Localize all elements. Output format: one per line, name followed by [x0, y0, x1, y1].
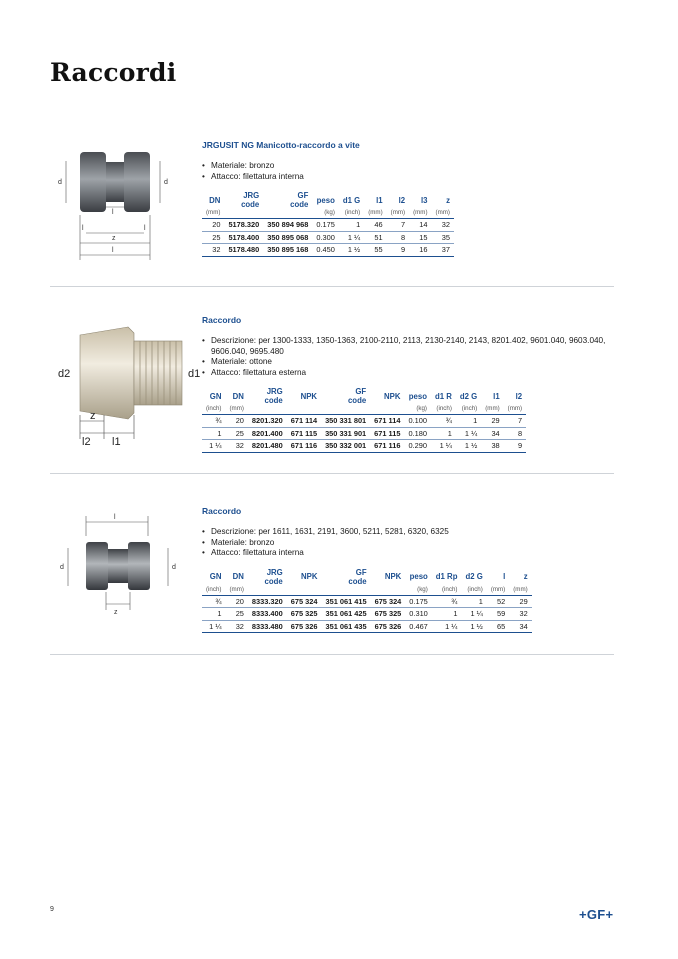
figure-label-z: z	[112, 235, 116, 242]
col-peso: peso	[316, 195, 335, 205]
bullet-connection: • Attacco: filettatura interna	[202, 548, 622, 559]
product-title: Raccordo	[202, 315, 242, 325]
figure-label-l: l	[114, 514, 116, 521]
col-dn: DN	[232, 391, 244, 401]
figure-label-l1: l1	[112, 436, 121, 448]
table-row: 32 5178.480 350 895 168 0.450 1 ½ 55 9 16 37	[202, 244, 454, 257]
bullet-material: • Materiale: ottone	[202, 357, 622, 368]
col-npk: NPK	[300, 391, 318, 401]
product-title: JRGUSIT NG Manicotto-raccordo a vite	[202, 140, 360, 150]
fitting-drawing-2	[50, 315, 200, 450]
product-title: Raccordo	[202, 506, 242, 516]
unit: (mm)	[364, 209, 386, 219]
col-l1: l1	[376, 195, 383, 205]
table-row: 20 5178.320 350 894 968 0.175 1 46 7 14 32	[202, 219, 454, 232]
col-d2g: d2 G	[459, 391, 478, 401]
col-gf-code: GF code	[290, 191, 309, 209]
figure-label-d2: d2	[58, 368, 71, 380]
product-section-3	[50, 496, 614, 656]
table-row: 25 5178.400 350 895 068 0.300 1 ¼ 51 8 15 35	[202, 231, 454, 244]
figure-label-d1: d1	[188, 368, 200, 380]
unit: (kg)	[312, 209, 339, 219]
bullet-connection: • Attacco: filettatura interna	[202, 172, 622, 183]
section-divider	[50, 473, 614, 474]
figure-label-d1: d	[58, 179, 62, 186]
col-d1r: d1 R	[434, 391, 452, 401]
figure-label-l3: l	[112, 209, 114, 216]
figure-label-z: z	[114, 609, 118, 616]
col-l: l	[503, 572, 506, 581]
table-row: 1 25 8333.400 675 325 351 061 425 675 325 0.310 1 1 ¼ 59 32	[202, 608, 532, 621]
figure-label-d1: d	[60, 564, 64, 571]
unit: (mm)	[409, 209, 431, 219]
fitting-drawing-1	[50, 135, 200, 275]
bullet-description: • Descrizione: per 1300-1333, 1350-1363, 2100-2110, 2113, 2130-2140, 2143, 8201.402, 9601.040, 9603.040, 9606.040, 9695.480	[202, 336, 622, 357]
page-number: 9	[50, 906, 54, 913]
unit: (inch)	[339, 209, 364, 219]
table-row: 1 25 8201.400 671 115 350 331 901 671 115 0.180 1 1 ¼ 34 8	[202, 427, 526, 440]
col-jrg-code: JRG code	[241, 191, 260, 209]
bullet-description: • Descrizione: per 1611, 1631, 2191, 3600, 5211, 5281, 6320, 6325	[202, 527, 622, 538]
unit: (mm)	[432, 209, 454, 219]
figure-label-l2a: l	[82, 225, 84, 232]
figure-label-l2: l2	[82, 436, 91, 448]
gf-logo: +GF+	[579, 907, 614, 922]
unit	[263, 209, 312, 219]
table-row: 1 ¼ 32 8333.480 675 326 351 061 435 675 326 0.467 1 ¼ 1 ½ 65 34	[202, 620, 532, 633]
col-gn: GN	[209, 572, 222, 581]
col-gf-code: GF code	[348, 567, 367, 586]
bullet-material: • Materiale: bronzo	[202, 538, 622, 549]
figure-label-z: z	[90, 410, 96, 422]
section-divider	[50, 286, 614, 287]
col-peso: peso	[408, 391, 427, 401]
spec-table-2: GN DN JRG code NPK GF code NPK peso d1 R d2 G l1 l2 (inch) (mm) (kg) (inch) (inch) (mm) (mm) ¾ 20 8201.320 671 114 350 331 801 671 114 0.100 ¾ 1 29 7 1 25 8201.400 671 115 350 331 901 671 115 0.180 1 1 ¼ 34 8 1 ¼ 32 8201.480 671 116 350 332 001 671 116 0.290 1 ¼ 1 ½ 38 9	[202, 387, 526, 453]
col-d2g: d2 G	[465, 572, 483, 581]
product-section-2	[50, 305, 614, 470]
col-l3: l3	[421, 195, 428, 205]
col-d1g: d1 G	[342, 195, 361, 205]
col-z: z	[446, 195, 450, 205]
page-title: Raccordi	[50, 58, 177, 87]
col-l1: l1	[493, 391, 500, 401]
unit: (mm)	[387, 209, 409, 219]
col-z: z	[523, 572, 528, 581]
col-l2: l2	[515, 391, 523, 401]
spec-table-1	[202, 191, 454, 257]
unit: (mm)	[202, 209, 224, 219]
product-section-1	[50, 130, 614, 280]
fitting-drawing-3	[50, 506, 200, 631]
col-npk-2: NPK	[384, 391, 401, 401]
figure-label-d2: d	[172, 564, 176, 571]
bullet-connection: • Attacco: filettatura esterna	[202, 368, 622, 379]
col-d1rp: d1 Rp	[435, 572, 458, 581]
bullet-material: • Materiale: bronzo	[202, 161, 622, 172]
col-dn: DN	[232, 572, 244, 581]
figure-label-l1: l	[112, 247, 114, 254]
col-npk-2: NPK	[384, 572, 402, 581]
section-divider	[50, 654, 614, 655]
col-npk: NPK	[301, 572, 318, 581]
table-row: ¾ 20 8333.320 675 324 351 061 415 675 324 0.175 ¾ 1 52 29	[202, 595, 532, 608]
figure-label-l2b: l	[144, 225, 146, 232]
spec-table-3: GN DN JRG code NPK GF code NPK peso d1 Rp d2 G l z (inch) (mm) (kg) (inch) (inch) (mm) (mm) ¾ 20 8333.320 675 324 351 061 415 675 324 0.175 ¾ 1 52 29 1 25 8333.400 675 325 351 061 425 675 325 0.310 1 1 ¼ 59 32 1 ¼ 32 8333.480 675 326 351 061 435 675 326 0.467 1 ¼ 1 ½ 65 34	[202, 568, 532, 634]
figure-label-d2: d	[164, 179, 168, 186]
table-row: 1 ¼ 32 8201.480 671 116 350 332 001 671 116 0.290 1 ¼ 1 ½ 38 9	[202, 440, 526, 453]
table-row: ¾ 20 8201.320 671 114 350 331 801 671 114 0.100 ¾ 1 29 7	[202, 415, 526, 428]
col-dn: DN	[209, 195, 221, 205]
col-gn: GN	[209, 391, 222, 401]
col-gf-code: GF code	[347, 387, 367, 405]
col-l2: l2	[398, 195, 406, 205]
col-jrg-code: JRG code	[264, 387, 283, 405]
col-jrg-code: JRG code	[264, 567, 283, 586]
unit	[224, 209, 263, 219]
col-peso: peso	[409, 572, 428, 581]
